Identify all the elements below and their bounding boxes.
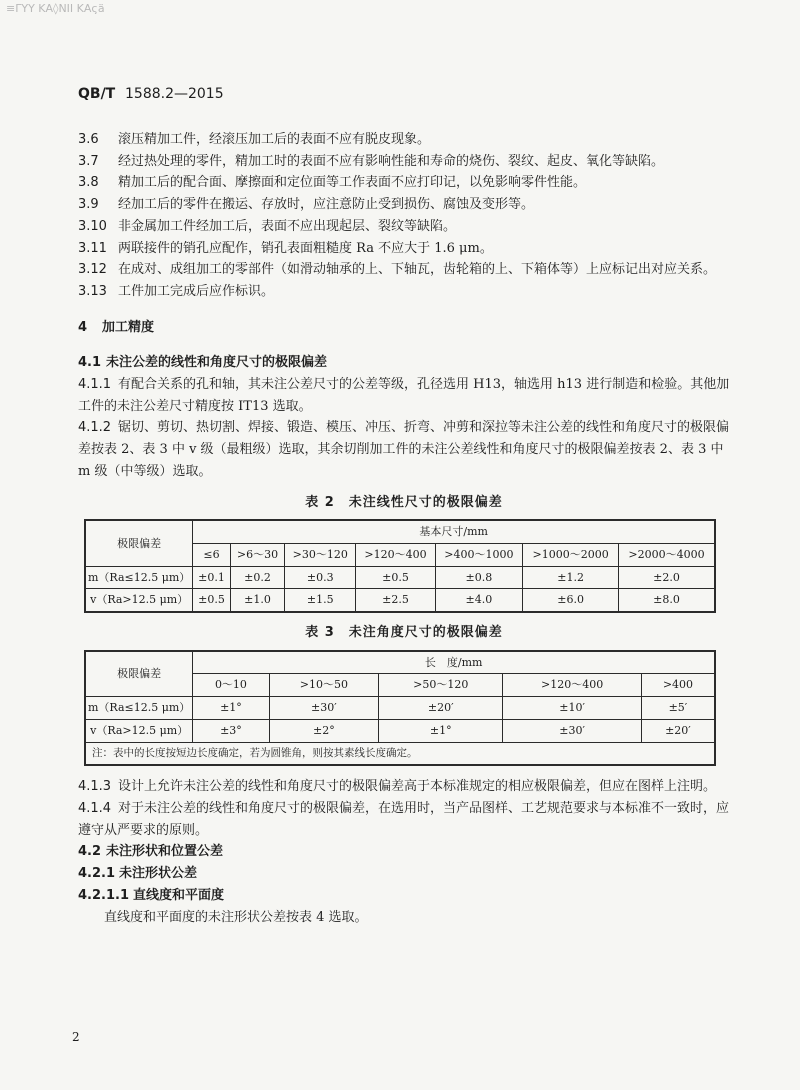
table-cell: ±1°	[379, 719, 503, 742]
table-column-header: >10～50	[269, 674, 379, 697]
table-3-angular-tolerance	[84, 650, 716, 767]
clause-3-6	[78, 129, 730, 151]
table-2-linear-tolerance	[84, 519, 716, 613]
section-4-2-heading	[78, 841, 730, 863]
clause-number: 3.12	[78, 262, 107, 278]
section-title: 未注形状和位置公差	[106, 844, 224, 860]
clause-number: 3.7	[78, 153, 99, 169]
section-4-2-1-1-text: 直线度和平面度的未注形状公差按表 4 选取。	[104, 909, 368, 925]
table-header: 极限偏差	[85, 520, 193, 566]
section-number: 4.2.1.1	[78, 887, 129, 903]
table-column-header: >50～120	[379, 674, 503, 697]
standard-prefix: QB/T	[78, 86, 116, 102]
table-row-label: m（Ra≤12.5 μm）	[85, 566, 193, 589]
section-4-2-1-heading	[78, 863, 730, 885]
clause-number: 3.9	[78, 197, 99, 213]
table-row	[85, 589, 715, 612]
clause-3-8	[78, 172, 730, 194]
table-note: 注：表中的长度按短边长度确定，若为圆锥角，则按其素线长度确定。	[85, 742, 715, 765]
clause-3-12	[78, 259, 730, 281]
table-cell: ±10′	[503, 697, 642, 720]
table-cell: ±4.0	[435, 589, 523, 612]
clause-text: 工件加工完成后应作标识。	[118, 283, 275, 299]
clause-text: 非金属加工件经加工后，表面不应出现起层、裂纹等缺陷。	[118, 218, 457, 234]
clause-list-3	[78, 129, 730, 303]
table-column-header: 0～10	[193, 674, 269, 697]
standard-number	[78, 86, 224, 102]
section-title: 未注公差的线性和角度尺寸的极限偏差	[106, 355, 328, 371]
section-4-1-heading	[78, 352, 730, 374]
clause-text: 滚压精加工件，经滚压加工后的表面不应有脱皮现象。	[118, 132, 431, 147]
table-row	[85, 697, 715, 720]
table-cell: ±20′	[641, 719, 715, 742]
table-cell: ±1.0	[230, 589, 285, 612]
clause-text: 锯切、剪切、热切割、焊接、锻造、模压、冲压、折弯、冲剪和深拉等未注公差的线性和角度尺寸的极限偏差按表 2、表 3 中 v 级（最粗级）选取，其余切削加工件的未注公差线性和角度尺寸的极限偏差按表 2、表 3 中 m 级（中等级）选取。	[78, 420, 730, 479]
clause-3-10	[78, 216, 730, 238]
section-4-2-1-1-heading	[78, 885, 730, 907]
section-number: 4.2.1	[78, 866, 116, 882]
table-cell: ±0.5	[356, 566, 435, 589]
clause-text: 对于未注公差的线性和角度尺寸的极限偏差，在选用时，当产品图样、工艺规范要求与本标准不一致时，应遵守从严要求的原则。	[78, 800, 730, 838]
table-cell: ±0.8	[435, 566, 523, 589]
section-title: 直线度和平面度	[133, 887, 225, 903]
clause-number: 3.8	[78, 175, 99, 191]
table-column-header: >400～1000	[435, 543, 523, 566]
table-row	[85, 719, 715, 742]
table-row-label: v（Ra>12.5 μm）	[85, 719, 193, 742]
table-cell: ±0.1	[193, 566, 230, 589]
clause-number: 4.1.3	[78, 779, 112, 795]
clause-number: 4.1.2	[78, 420, 112, 436]
table-cell: ±2.5	[356, 589, 435, 612]
table-column-header: >120～400	[503, 674, 642, 697]
clause-number: 3.10	[78, 218, 107, 234]
table-cell: ±6.0	[523, 589, 619, 612]
clause-3-9	[78, 194, 730, 216]
table-cell: ±5′	[641, 697, 715, 720]
table-cell: ±2°	[269, 719, 379, 742]
table-cell: ±30′	[269, 697, 379, 720]
page-number: 2	[72, 1030, 80, 1044]
table-3-caption: 表 3 未注角度尺寸的极限偏差	[305, 625, 503, 641]
table-row-label: v（Ra>12.5 μm）	[85, 589, 193, 612]
clause-text: 经过热处理的零件，精加工时的表面不应有影响性能和寿命的烧伤、裂纹、起皮、氧化等缺陷。	[118, 153, 665, 169]
table-cell: ±0.5	[193, 589, 230, 612]
clause-text: 设计上允许未注公差的线性和角度尺寸的极限偏差高于本标准规定的相应极限偏差，但应在图样上注明。	[118, 779, 717, 795]
table-column-header: >2000～4000	[619, 543, 715, 566]
clause-text: 在成对、成组加工的零部件（如滑动轴承的上、下轴瓦，齿轮箱的上、下箱体等）上应标记出对应关系。	[118, 262, 717, 278]
section-title: 加工精度	[102, 319, 155, 335]
table-2-caption: 表 2 未注线性尺寸的极限偏差	[305, 494, 503, 510]
document-body	[78, 129, 730, 928]
clause-4-1-2	[78, 417, 730, 482]
scan-watermark: ≡ΓΥΥ ΚΑ◊ΝΙΙ ΚΑςä	[6, 2, 105, 15]
table-cell: ±0.3	[285, 566, 356, 589]
section-number: 4.1	[78, 355, 102, 371]
clause-4-1-4	[78, 798, 730, 841]
table-cell: ±30′	[503, 719, 642, 742]
section-number: 4	[78, 319, 88, 335]
clause-3-11	[78, 238, 730, 260]
table-column-header: ≤6	[193, 543, 230, 566]
table-row-label: m（Ra≤12.5 μm）	[85, 697, 193, 720]
table-row	[85, 566, 715, 589]
table-cell: ±8.0	[619, 589, 715, 612]
clause-number: 4.1.4	[78, 800, 112, 816]
table-column-header: >1000～2000	[523, 543, 619, 566]
section-number: 4.2	[78, 844, 102, 860]
clause-number: 3.6	[78, 132, 99, 147]
table-cell: ±1.5	[285, 589, 356, 612]
table-cell: ±0.2	[230, 566, 285, 589]
table-column-header: >30～120	[285, 543, 356, 566]
clause-text: 精加工后的配合面、摩擦面和定位面等工作表面不应打印记，以免影响零件性能。	[118, 175, 587, 191]
clause-number: 3.13	[78, 283, 107, 299]
table-cell: ±20′	[379, 697, 503, 720]
clause-text: 两联接件的销孔应配作，销孔表面粗糙度 Ra 不应大于 1.6 μm。	[118, 240, 493, 256]
table-cell: ±1°	[193, 697, 269, 720]
table-column-header: >400	[641, 674, 715, 697]
table-column-header: >120～400	[356, 543, 435, 566]
table-group-header: 长 度/mm	[193, 651, 715, 674]
clause-4-1-1	[78, 374, 730, 417]
table-column-header: >6～30	[230, 543, 285, 566]
table-note-row	[85, 742, 715, 765]
standard-code: 1588.2—2015	[125, 86, 224, 102]
clause-number: 4.1.1	[78, 377, 112, 393]
clause-text: 经加工后的零件在搬运、存放时，应注意防止受到损伤、腐蚀及变形等。	[118, 197, 535, 213]
clause-number: 3.11	[78, 240, 107, 256]
clause-3-13	[78, 281, 730, 303]
section-4-heading	[78, 317, 730, 339]
table-header: 极限偏差	[85, 651, 193, 697]
clause-3-7	[78, 151, 730, 173]
table-cell: ±1.2	[523, 566, 619, 589]
clause-text: 有配合关系的孔和轴，其未注公差尺寸的公差等级，孔径选用 H13，轴选用 h13 进行制造和检验。其他加工件的未注公差尺寸精度按 IT13 选取。	[78, 377, 730, 414]
table-cell: ±3°	[193, 719, 269, 742]
clause-4-1-3	[78, 776, 730, 798]
table-cell: ±2.0	[619, 566, 715, 589]
section-title: 未注形状公差	[119, 866, 198, 882]
table-group-header: 基本尺寸/mm	[193, 520, 715, 543]
